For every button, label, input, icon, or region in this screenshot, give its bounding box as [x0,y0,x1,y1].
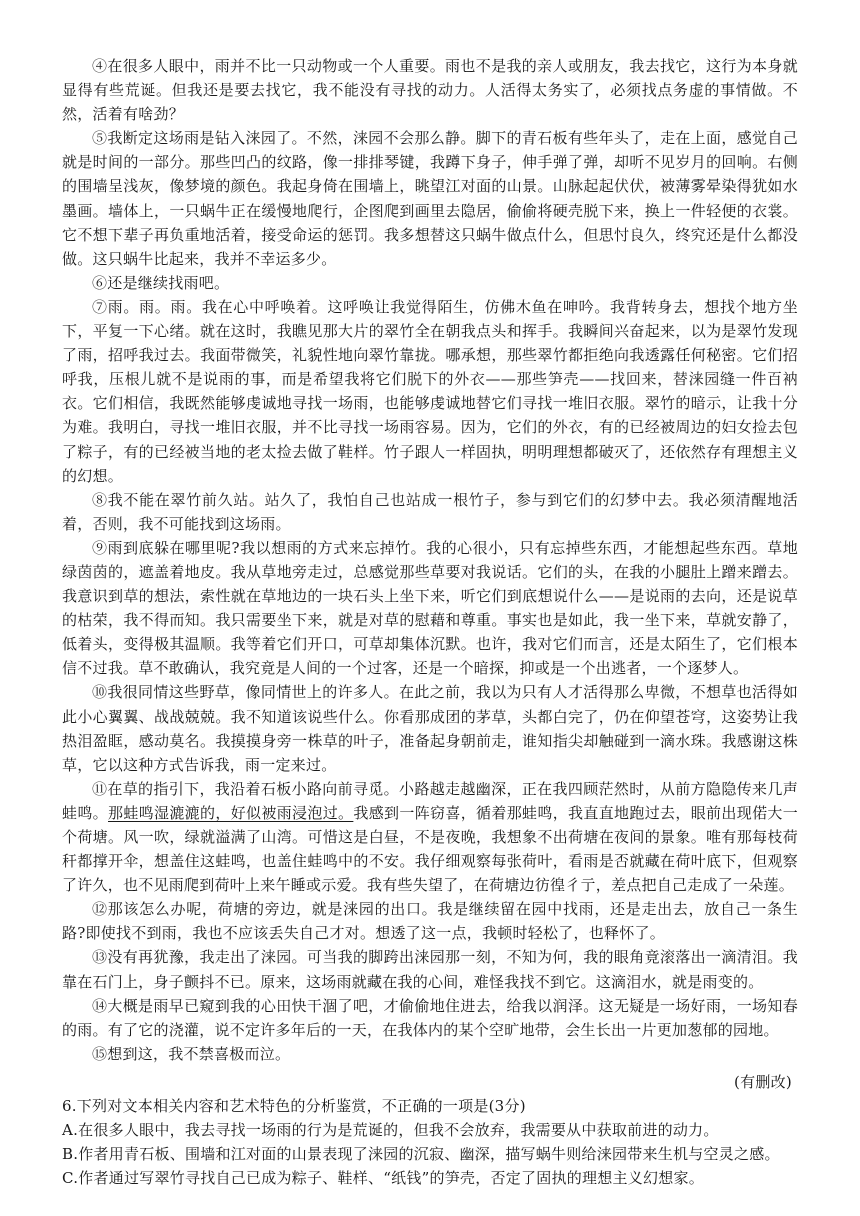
paragraph-13: ⑬没有再犹豫，我走出了涞园。可当我的脚跨出涞园那一刻，不知为何，我的眼角竟滚落出一滴清泪。我靠在石门上，身子颤抖不已。原来，这场雨就藏在我的心间，难怪我找不到它。这滴泪水，就是雨变的。 [62,948,798,991]
paragraph-5: ⑤我断定这场雨是钻入涞园了。不然，涞园不会那么静。脚下的青石板有些年头了，走在上面，感觉自己就是时间的一部分。那些凹凸的纹路，像一排排琴键，我蹲下身子，伸手弹了弹，却听不见岁月的回响。右侧的围墙呈浅灰，像梦境的颜色。我起身倚在围墙上，眺望江对面的山景。山脉起起伏伏，被薄雾晕染得犹如水墨画。墙体上，一只蜗牛正在缓慢地爬行，企图爬到画里去隐居，偷偷将硬壳脱下来，换上一件轻便的衣裳。它不想下辈子再负重地活着，接受命运的惩罚。我多想替这只蜗牛做点什么，但思忖良久，终究还是什么都没做。这只蜗牛比起来，我并不幸运多少。 [62,129,798,268]
paragraph-14: ⑭大概是雨早已窥到我的心田快干涸了吧，才偷偷地住进去，给我以润泽。这无疑是一场好雨，一场知春的雨。有了它的浇灌，说不定许多年后的一天，在我体内的某个空旷地带，会生长出一片更加葱郁的园地。 [62,996,798,1039]
option-b: B.作者用青石板、围墙和江对面的山景表现了涞园的沉寂、幽深，描写蜗牛则给涞园带来生机与空灵之感。 [62,1145,780,1164]
source-note: (有删改) [734,1072,792,1091]
paragraph-11-after: 我感到一阵窃喜，循着那蛙鸣，我直直地跑过去，眼前出现偌大一个荷塘。风一吹，绿就溢满了山湾。可惜这是白昼，不是夜晚，我想象不出荷塘在夜间的景象。唯有那每枝荷秆都撑开伞，想盖住这蛙鸣，也盖住蛙鸣中的不安。我仔细观察每张荷叶，看雨是否就藏在荷叶底下，但观察了许久，也不见雨爬到荷叶上来午睡或示爱。我有些失望了，在荷塘边彷徨彳亍，差点把自己走成了一朵莲。 [62,803,798,895]
paragraph-11 [62,777,798,897]
paragraph-4: ④在很多人眼中，雨并不比一只动物或一个人重要。雨也不是我的亲人或朋友，我去找它，这行为本身就显得有些荒诞。但我还是要去找它，我不能没有寻找的动力。人活得太务实了，必须找点务虚的事情做。不然，活着有啥劲？ [62,57,798,124]
document-page [62,54,798,1190]
question-stem: 6.下列对文本相关内容和艺术特色的分析鉴赏，不正确的一项是(3分) [62,1097,526,1116]
paragraph-9: ⑨雨到底躲在哪里呢?我以想雨的方式来忘掉竹。我的心很小，只有忘掉些东西，才能想起些东西。草地绿茵茵的，遮盖着地皮。我从草地旁走过，总感觉那些草要对我说话。它们的头，在我的小腿肚上蹭来蹭去。我意识到草的想法，索性就在草地边的一块石头上坐下来，听它们到底想说什么——是说雨的去向，还是说草的枯荣，我不得而知。我只需要坐下来，就是对草的慰藉和尊重。事实也是如此，我一坐下来，草就安静了，低着头，变得极其温顺。我等着它们开口，可草却集体沉默。也许，我对它们而言，还是太陌生了，它们根本信不过我。草不敢确认，我究竟是人间的一个过客，还是一个暗探，抑或是一个出逃者，一个逐梦人。 [62,538,798,678]
option-a: A.在很多人眼中，我去寻找一场雨的行为是荒诞的，但我不会放弃，我需要从中获取前进的动力。 [62,1121,719,1140]
paragraph-15: ⑮想到这，我不禁喜极而泣。 [92,1044,291,1063]
paragraph-8: ⑧我不能在翠竹前久站。站久了，我怕自己也站成一根竹子，参与到它们的幻梦中去。我必须清醒地活着，否则，我不可能找到这场雨。 [62,490,798,533]
paragraph-11-before: ⑪在草的指引下，我沿着石板小路向前寻觅。小路越走越幽深，正在我四顾茫然时，从前方隐隐传来几声蛙鸣。 [62,779,798,822]
paragraph-6: ⑥还是继续找雨吧。 [92,273,230,292]
paragraph-7: ⑦雨。雨。雨。我在心中呼唤着。这呼唤让我觉得陌生，仿佛木鱼在呻吟。我背转身去，想找个地方坐下，平复一下心绪。就在这时，我瞧见那大片的翠竹全在朝我点头和挥手。我瞬间兴奋起来，以为是翠竹发现了雨，招呼我过去。我面带微笑，礼貌性地向翠竹靠拢。哪承想，那些翠竹都拒绝向我透露任何秘密。它们招呼我，压根儿就不是说雨的事，而是希望我将它们脱下的外衣——那些笋壳——找回来，替涞园缝一件百衲衣。它们相信，我既然能够虔诚地寻找一场雨，也能够虔诚地替它们寻找一堆旧衣服。翠竹的暗示，让我十分为难。我明白，寻找一堆旧衣服，并不比寻找一场雨容易。因为，它们的外衣，有的已经被周边的妇女捡去包了粽子，有的已经被当地的老太捡去做了鞋样。竹子跟人一样固执，明明理想都破灭了，还依然存有理想主义的幻想。 [62,297,798,485]
underlined-sentence: 那蛙鸣湿漉漉的，好似被雨浸泡过。 [108,803,354,822]
paragraph-12: ⑫那该怎么办呢，荷塘的旁边，就是涞园的出口。我是继续留在园中找雨，还是走出去，放自己一条生路?即使找不到雨，我也不应该丢失自己才对。想透了这一点，我顿时轻松了，也释怀了。 [62,900,798,943]
question-6 [62,1094,798,1190]
paragraph-10: ⑩我很同情这些野草，像同情世上的许多人。在此之前，我以为只有人才活得那么卑微，不想草也活得如此小心翼翼、战战兢兢。我不知道该说些什么。你看那成团的茅草，头都白完了，仍在仰望苍穹，这姿势让我热泪盈眶，感动莫名。我摸摸身旁一株草的叶子，准备起身朝前走，谁知指尖却触碰到一滴水珠。我感谢这株草，它以这种方式告诉我，雨一定来过。 [62,683,798,774]
option-c: C.作者通过写翠竹寻找自己已成为粽子、鞋样、“纸钱”的笋壳，否定了固执的理想主义幻想家。 [62,1169,705,1188]
